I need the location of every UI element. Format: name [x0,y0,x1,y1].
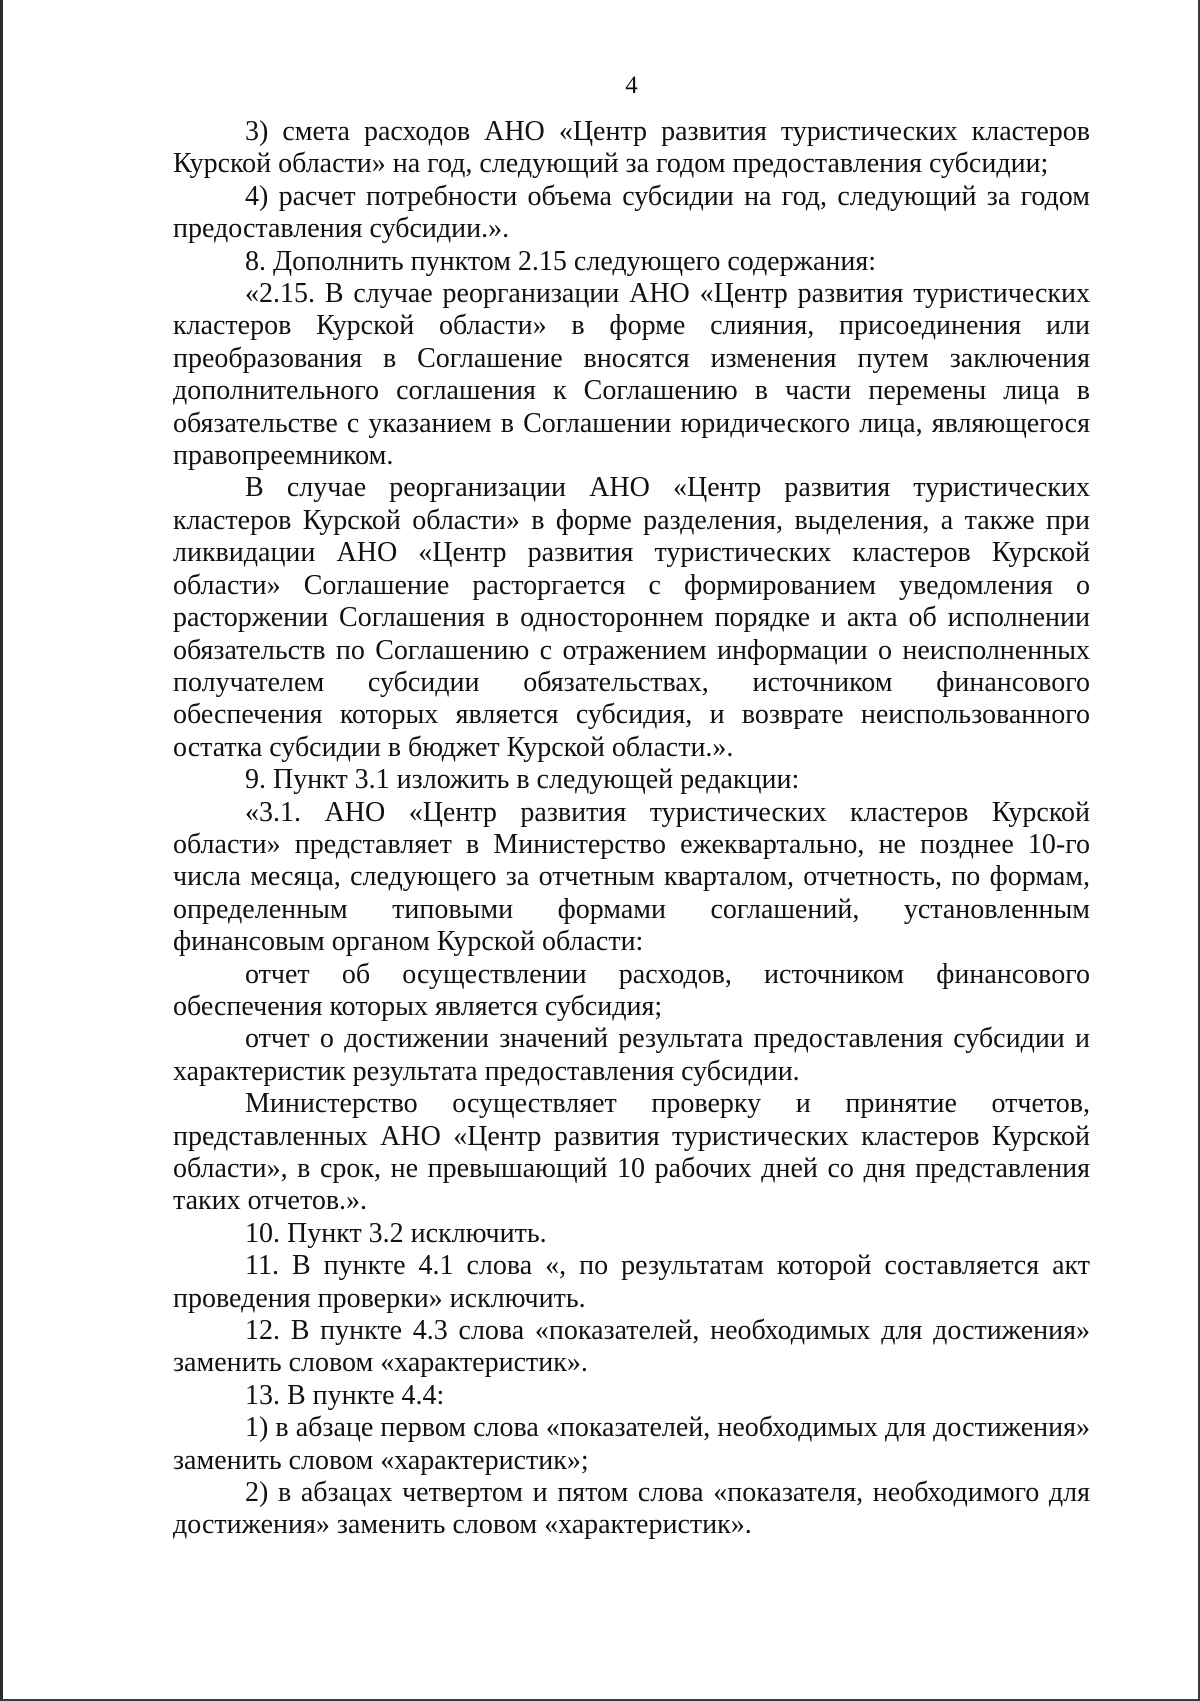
paragraph-11: 10. Пункт 3.2 исключить. [245,1217,547,1249]
scan-edge-left [0,0,3,1701]
paragraph-12: 11. В пункте 4.1 слова «, по результатам которой составляется акт проведения проверки» исключить. [173,1250,1090,1314]
paragraph-10: Министерство осуществляет проверку и принятие отчетов, представленных АНО «Центр развития туристических кластеров Курской области», в срок, не превышающий 10 рабочих дней со дня представления таких отчетов.». [173,1088,1090,1217]
paragraph-3: 8. Дополнить пунктом 2.15 следующего содержания: [245,245,877,277]
paragraph-7: «3.1. АНО «Центр развития туристических кластеров Курской области» представляет в Министерство ежеквартально, не позднее 10-го числа месяца, следующего за отчетным кварталом, отчетность, по формам, определенным типовыми формами соглашений, установленным финансовым органом Курской области: [173,796,1090,958]
paragraph-14: 13. В пункте 4.4: [245,1379,445,1411]
page-number: 4 [625,72,638,99]
paragraph-9: отчет о достижении значений результата предоставления субсидии и характеристик результата предоставления субсидии. [173,1023,1090,1087]
document-page [173,70,1090,1542]
paragraph-16: 2) в абзацах четвертом и пятом слова «показателя, необходимого для достижения» заменить словом «характеристик». [173,1477,1090,1541]
paragraph-4: «2.15. В случае реорганизации АНО «Центр развития туристических кластеров Курской области» в форме слияния, присоединения или преобразования в Соглашение вносятся изменения путем заключения дополнительного соглашения к Соглашению в части перемены лица в обязательстве с указанием в Соглашении юридического лица, являющегося правопреемником. [173,278,1090,472]
paragraph-15: 1) в абзаце первом слова «показателей, необходимых для достижения» заменить словом «характеристик»; [173,1412,1090,1476]
paragraph-13: 12. В пункте 4.3 слова «показателей, необходимых для достижения» заменить словом «характеристик». [173,1315,1090,1379]
paragraph-8: отчет об осуществлении расходов, источником финансового обеспечения которых является субсидия; [173,958,1090,1022]
paragraph-5: В случае реорганизации АНО «Центр развития туристических кластеров Курской области» в форме разделения, выделения, а также при ликвидации АНО «Центр развития туристических кластеров Курской области» Соглашение расторгается с формированием уведомления о расторжении Соглашения в одностороннем порядке и акта об исполнении обязательств по Соглашению с отражением информации о неисполненных получателем субсидии обязательствах, источником финансового обеспечения которых является субсидия, и возврате неиспользованного остатка субсидии в бюджет Курской области.». [173,472,1090,763]
paragraph-2: 4) расчет потребности объема субсидии на год, следующий за годом предоставления субсидии.». [173,180,1090,245]
paragraph-1: 3) смета расходов АНО «Центр развития туристических кластеров Курской области» на год, следующий за годом предоставления субсидии; [173,116,1090,180]
paragraph-6: 9. Пункт 3.1 изложить в следующей редакции: [245,764,800,796]
